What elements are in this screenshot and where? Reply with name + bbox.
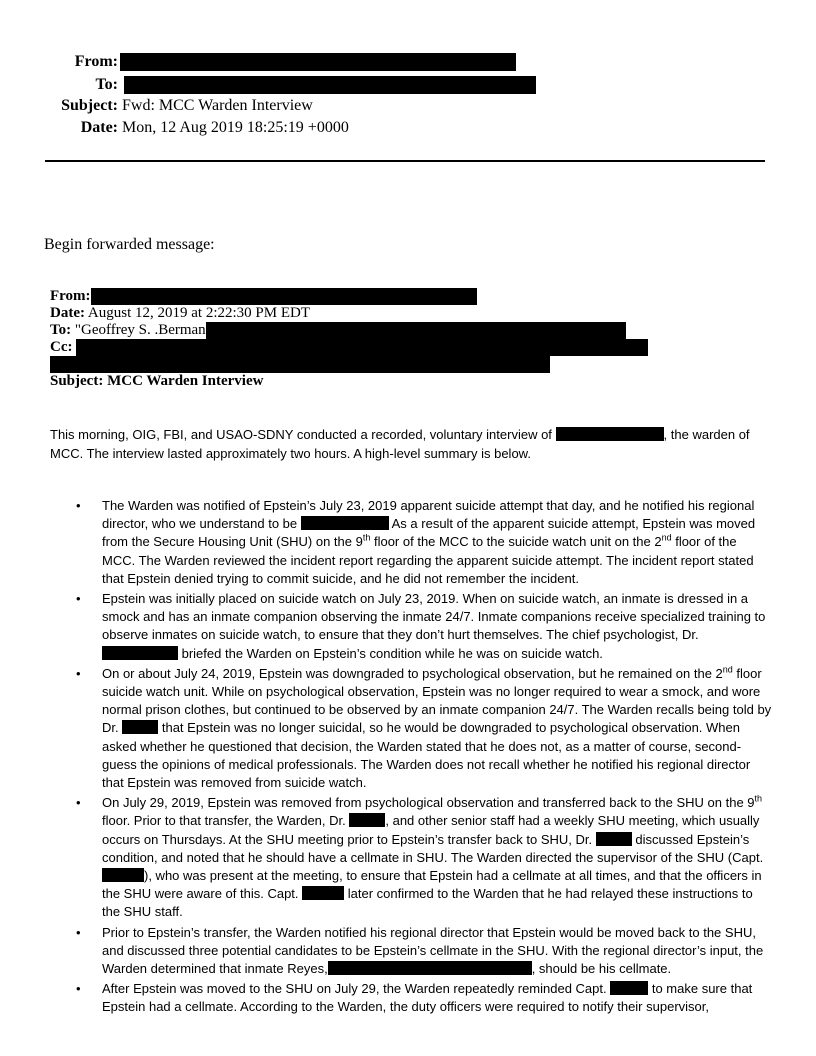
from-label: From: xyxy=(74,53,118,70)
subject-value: MCC Warden Interview xyxy=(107,373,264,390)
summary-bullet xyxy=(50,794,772,921)
redaction xyxy=(102,868,144,882)
intro-paragraph xyxy=(50,426,770,463)
text-run: Prior to Epstein’s transfer, the Warden notified his regional director that Epstein would be moved back to the SHU, and discussed three potential candidates to be Epstein’s cellmate in the SHU. With the regional director’s input, the Warden determined that inmate Reyes, xyxy=(102,924,764,977)
superscript: th xyxy=(754,793,763,804)
superscript: th xyxy=(362,533,371,544)
subject-label: Subject: xyxy=(61,97,118,114)
bullet-icon: • xyxy=(76,498,81,513)
text-run: floor. Prior to that transfer, the Warden, Dr. xyxy=(102,813,350,829)
outer-date-row xyxy=(0,118,349,138)
summary-bullet xyxy=(50,590,772,663)
text-run: Epstein was initially placed on suicide watch on July 23, 2019. When on suicide watch, an inmate is dressed in a smock and has an inmate companion observing the inmate 24/7. Inmate companions receive specialized training to observe inmates on suicide watch, to ensure that they don’t hurt themselves. The chief psychologist, Dr. xyxy=(102,591,766,643)
text-run: After Epstein was moved to the SHU on July 29, the Warden repeatedly reminded Capt. xyxy=(102,981,611,997)
header-divider xyxy=(45,160,765,162)
to-label: To: xyxy=(50,322,72,339)
text-run: to make sure that Epstein had a cellmate. According to the Warden, the duty officers were required to notify their supervisor, xyxy=(102,981,753,1015)
text-run: floor of the MCC. The Warden reviewed the incident report regarding the apparent suicide attempt. The incident report stated that Epstein denied trying to commit suicide, and he did not remember the incident. xyxy=(102,534,754,586)
text-run: later confirmed to the Warden that he had relayed these instructions to the SHU staff. xyxy=(102,886,753,920)
redaction xyxy=(124,76,536,94)
forwarded-header xyxy=(50,288,648,390)
date-label: Date: xyxy=(80,119,118,136)
summary-bullet xyxy=(50,497,772,588)
inner-from-row xyxy=(50,288,648,305)
bullet-icon: • xyxy=(76,981,81,997)
text-run: floor suicide watch unit. While on psychological observation, Epstein was no longer required to wear a smock, and wore normal prison clothes, but continued to be observed by an inmate companion 24/7. The Warden recalls being told by Dr. xyxy=(102,665,772,736)
redaction xyxy=(556,427,664,441)
text-run: On July 29, 2019, Epstein was removed from psychological observation and transferred back to the SHU on the 9 xyxy=(102,795,755,811)
redaction xyxy=(301,516,389,530)
redaction xyxy=(206,322,626,339)
redaction xyxy=(122,720,158,734)
text-run: The Warden was notified of Epstein’s July 23, 2019 apparent suicide attempt that day, and he notified his regional director, who we understand to be xyxy=(102,498,755,532)
redaction xyxy=(50,356,550,373)
superscript: nd xyxy=(661,533,672,544)
text-run: discussed Epstein’s condition, and noted that he should have a cellmate in SHU. The Warden directed the supervisor of the SHU (Capt. xyxy=(102,831,764,865)
from-label: From: xyxy=(50,288,91,304)
text-run: , should be his cellmate. xyxy=(531,961,672,977)
text-run: briefed the Warden on Epstein’s condition while he was on suicide watch. xyxy=(178,645,603,661)
redaction xyxy=(610,981,648,995)
to-value: "Geoffrey S. .Berman xyxy=(74,322,206,339)
redaction xyxy=(102,646,178,660)
bullet-icon: • xyxy=(76,591,81,607)
bullet-icon: • xyxy=(76,795,81,811)
cc-continuation xyxy=(50,356,648,373)
redaction xyxy=(302,886,344,900)
inner-date-row xyxy=(50,305,648,322)
cc-label: Cc: xyxy=(50,339,73,356)
date-value: Mon, 12 Aug 2019 18:25:19 +0000 xyxy=(122,119,349,136)
redaction xyxy=(120,53,516,71)
to-label: To: xyxy=(95,76,118,93)
text-run: ), who was present at the meeting, to ensure that Epstein had a cellmate at all times, and that the officers in the SHU were aware of this. Capt. xyxy=(102,868,762,902)
summary-bullet-list xyxy=(50,497,772,1019)
date-label: Date: xyxy=(50,305,85,322)
redaction xyxy=(349,813,385,827)
text-run: that Epstein was no longer suicidal, so he would be downgraded to psychological observation. When asked whether he questioned that decision, the Warden stated that he does not, as a matter of course, second-guess the opinions of medical professionals. The Warden does not recall whether he notified his regional director that Epstein was removed from suicide watch. xyxy=(102,720,751,791)
outer-from-row xyxy=(0,52,516,72)
redaction xyxy=(328,961,532,975)
summary-bullet xyxy=(50,980,772,1016)
outer-to-row xyxy=(0,75,536,95)
inner-to-row xyxy=(50,322,648,339)
bullet-icon: • xyxy=(76,665,81,681)
redaction xyxy=(596,832,632,846)
superscript: nd xyxy=(722,664,733,675)
bullet-icon: • xyxy=(76,924,81,940)
subject-label: Subject: xyxy=(50,373,104,390)
redaction xyxy=(76,339,648,356)
inner-cc-row xyxy=(50,339,648,356)
text-run: As a result of the apparent suicide attempt, Epstein was moved from the Secure Housing Unit (SHU) on the 9 xyxy=(102,516,756,550)
inner-subject-row xyxy=(50,373,648,390)
summary-bullet xyxy=(50,665,772,792)
date-value: August 12, 2019 at 2:22:30 PM EDT xyxy=(87,305,311,322)
redaction xyxy=(91,288,477,305)
forward-note: Begin forwarded message: xyxy=(44,236,215,253)
text-run: , and other senior staff had a weekly SHU meeting, which usually occurs on Thursdays. At the SHU meeting prior to Epstein’s transfer back to SHU, Dr. xyxy=(102,813,760,847)
text-run: , the warden of MCC. The interview lasted approximately two hours. A high-level summary is below. xyxy=(50,427,750,461)
outer-subject-row xyxy=(0,96,313,116)
summary-bullet xyxy=(50,924,772,979)
text-run: On or about July 24, 2019, Epstein was downgraded to psychological observation, but he remained on the 2 xyxy=(102,665,723,681)
subject-value: Fwd: MCC Warden Interview xyxy=(122,97,313,114)
text-run: floor of the MCC to the suicide watch unit on the 2 xyxy=(370,534,662,550)
text-run: This morning, OIG, FBI, and USAO-SDNY conducted a recorded, voluntary interview of xyxy=(50,427,556,442)
